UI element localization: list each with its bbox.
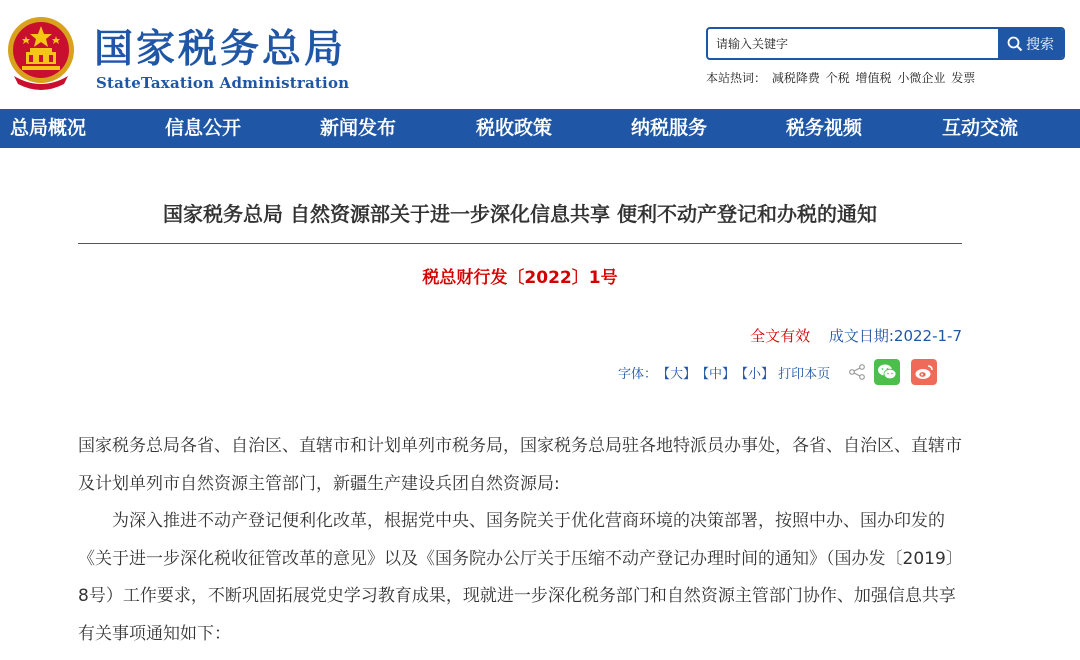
font-size-label: 字体： [618, 366, 658, 382]
validity-status: 全文有效 [750, 327, 811, 345]
hot-word-link[interactable]: 小微企业 [897, 71, 946, 85]
site-logo-subtitle[interactable]: StateTaxation Administration [96, 74, 350, 92]
nav-item-overview[interactable]: 总局概况 [10, 117, 87, 139]
site-header [0, 0, 1080, 109]
nav-item-interaction[interactable]: 互动交流 [942, 117, 1019, 139]
weibo-share-icon[interactable] [911, 359, 937, 385]
nav-item-policy[interactable]: 税收政策 [476, 117, 553, 139]
nav-item-taxpayer-service[interactable]: 纳税服务 [631, 117, 708, 139]
wechat-icon [877, 363, 897, 381]
print-page-link[interactable]: 打印本页 [778, 366, 831, 382]
font-size-medium-link[interactable]: 【中】 [696, 366, 736, 382]
main-nav [0, 109, 1080, 148]
article-body [78, 428, 966, 653]
title-divider [78, 243, 962, 244]
issue-date: 成文日期:2022-1-7 [828, 327, 962, 345]
site-logo-title[interactable]: 国家税务总局 [94, 27, 347, 72]
weibo-icon [914, 363, 934, 381]
hot-word-link[interactable]: 个税 [825, 71, 850, 85]
wechat-share-icon[interactable] [874, 359, 900, 385]
nav-item-disclosure[interactable]: 信息公开 [165, 117, 242, 139]
nav-item-video[interactable]: 税务视频 [786, 117, 863, 139]
hot-word-link[interactable]: 减税降费 [771, 71, 820, 85]
search-button[interactable] [998, 29, 1063, 58]
font-size-small-link[interactable]: 【小】 [735, 366, 775, 382]
font-size-large-link[interactable]: 【大】 [657, 366, 697, 382]
hot-words-bar [706, 69, 977, 86]
hot-word-link[interactable]: 发票 [951, 71, 976, 85]
article-tools [618, 357, 937, 387]
document-number: 税总财行发〔2022〕1号 [422, 268, 618, 288]
nav-item-news[interactable]: 新闻发布 [320, 117, 397, 139]
article-title: 国家税务总局 自然资源部关于进一步深化信息共享 便利不动产登记和办税的通知 [163, 202, 877, 226]
search-input[interactable] [708, 29, 998, 58]
search-box [706, 27, 1065, 60]
body-paragraph: 为深入推进不动产登记便利化改革，根据党中央、国务院关于优化营商环境的决策部署，按照中办、国办印发的《关于进一步深化税收征管改革的意见》以及《国务院办公厅关于压缩不动产登记办理时间的通知》（国办发〔2019〕8号）工作要求，不断巩固拓展党史学习教育成果，现就进一步深化税务部门和自然资源主管部门协作、加强信息共享有关事项通知如下： [78, 511, 963, 644]
search-button-label: 搜索 [1026, 36, 1054, 53]
national-emblem-icon[interactable] [6, 14, 76, 90]
search-icon [1007, 36, 1023, 52]
share-icon[interactable] [848, 363, 866, 381]
hot-word-link[interactable]: 增值税 [855, 71, 892, 85]
body-paragraph: 国家税务总局各省、自治区、直辖市和计划单列市税务局，国家税务总局驻各地特派员办事处，各省、自治区、直辖市及计划单列市自然资源主管部门，新疆生产建设兵团自然资源局: [78, 436, 962, 494]
article-meta [750, 325, 962, 346]
hot-words-label: 本站热词： [706, 71, 767, 85]
